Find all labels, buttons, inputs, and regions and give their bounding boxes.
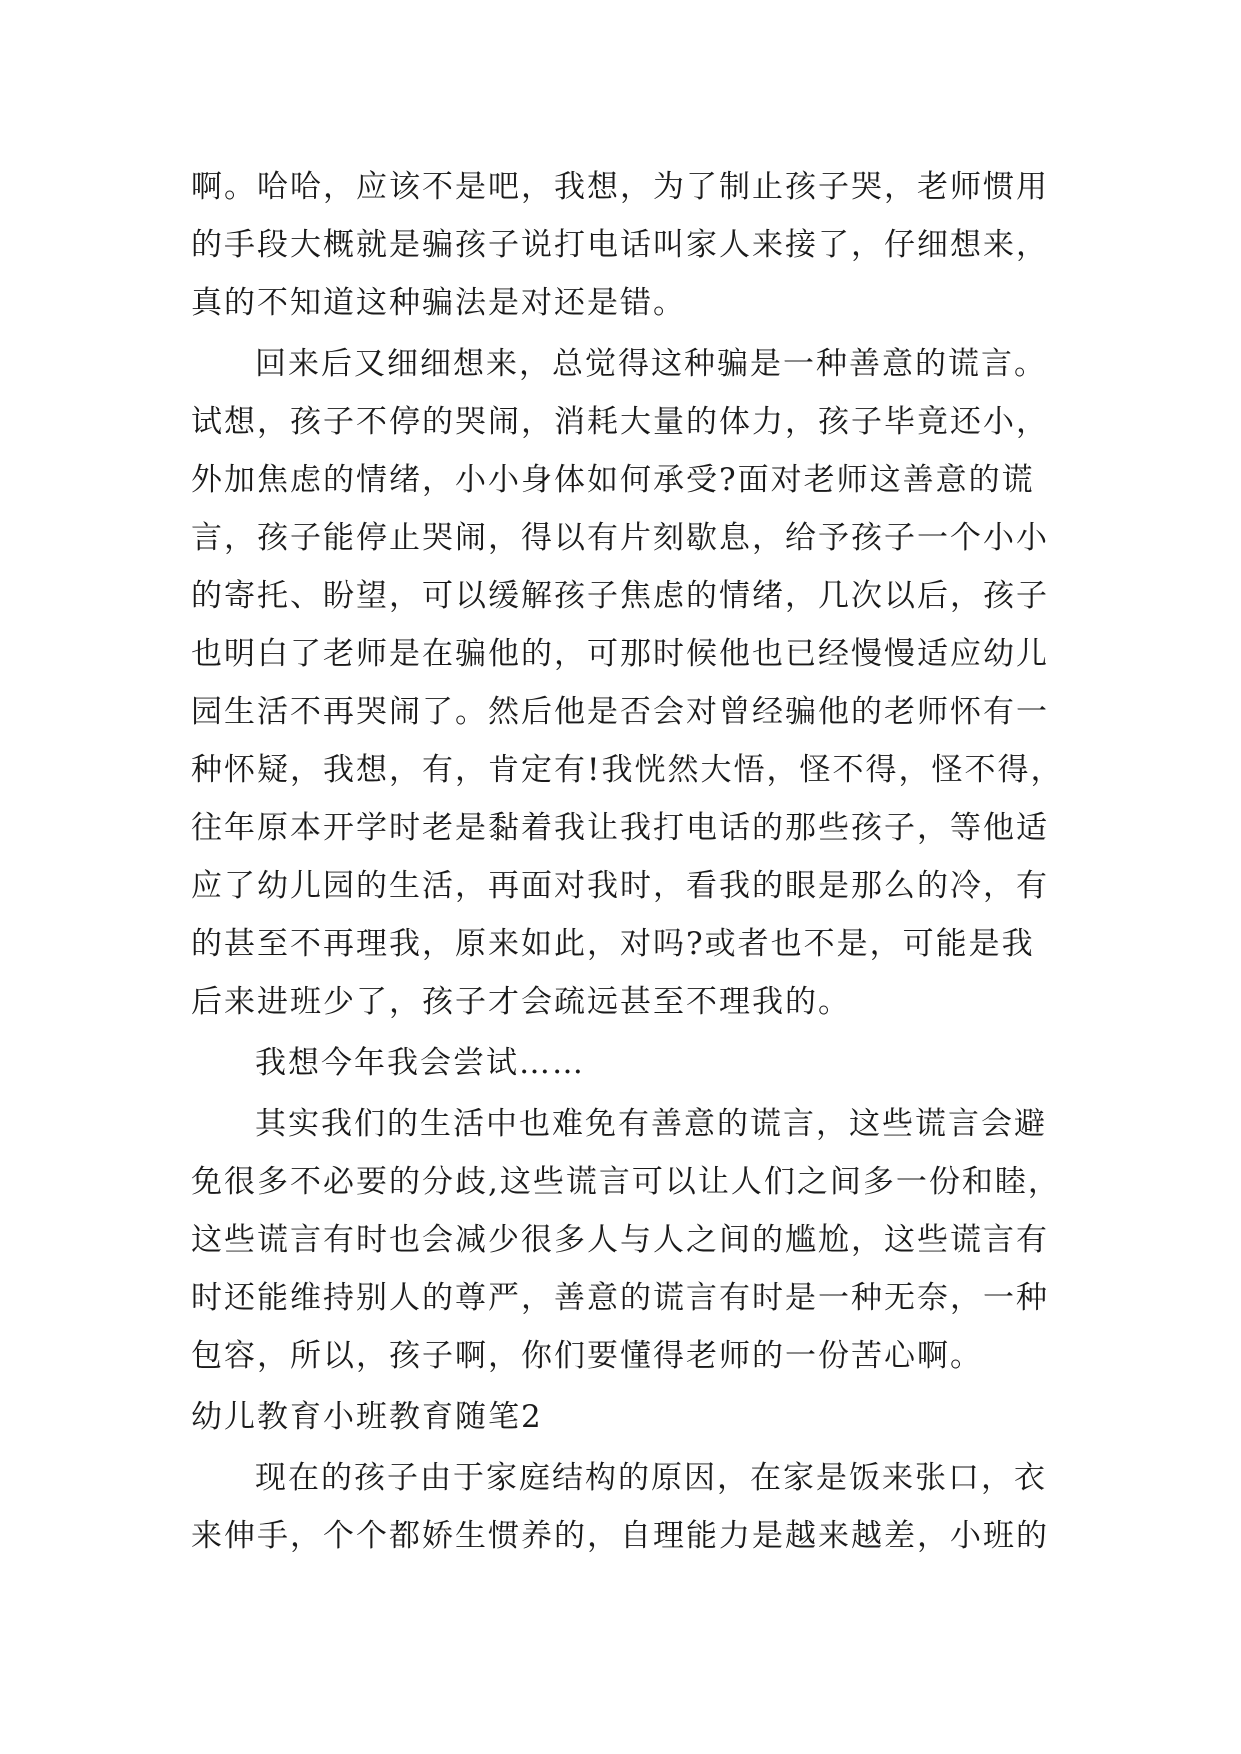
paragraph — [191, 158, 1051, 332]
paragraph — [191, 1034, 1051, 1092]
text-line: 外加焦虑的情绪，小小身体如何承受?面对老师这善意的谎 — [191, 462, 1035, 498]
text-line: 时还能维持别人的尊严，善意的谎言有时是一种无奈，一种 — [191, 1280, 1049, 1316]
text-line: 真的不知道这种骗法是对还是错。 — [191, 285, 686, 321]
text-line: 应了幼儿园的生活，再面对我时，看我的眼是那么的冷，有 — [191, 868, 1049, 904]
text-line: 的寄托、盼望，可以缓解孩子焦虑的情绪，几次以后，孩子 — [191, 578, 1049, 614]
paragraph — [191, 1449, 1051, 1565]
text-line: 回来后又细细想来，总觉得这种骗是一种善意的谎言。 — [255, 346, 1047, 382]
text-line: 园生活不再哭闹了。然后他是否会对曾经骗他的老师怀有一 — [191, 694, 1049, 730]
text-line: 啊。哈哈，应该不是吧，我想，为了制止孩子哭，老师惯用 — [191, 169, 1049, 205]
text-line: 包容，所以，孩子啊，你们要懂得老师的一份苦心啊。 — [191, 1338, 983, 1374]
document-body — [191, 158, 1064, 1565]
paragraph — [191, 335, 1064, 1031]
text-line: 也明白了老师是在骗他的，可那时候他也已经慢慢适应幼儿 — [191, 636, 1049, 672]
text-line: 现在的孩子由于家庭结构的原因，在家是饭来张口，衣 — [255, 1460, 1047, 1496]
text-line: 种怀疑，我想，有，肯定有!我恍然大悟，怪不得，怪不得， — [191, 752, 1064, 788]
text-line: 的手段大概就是骗孩子说打电话叫家人来接了，仔细想来， — [191, 227, 1049, 263]
heading-text: 幼儿教育小班教育随笔2 — [191, 1399, 543, 1435]
text-line: 试想，孩子不停的哭闹，消耗大量的体力，孩子毕竟还小， — [191, 404, 1049, 440]
text-line: 我想今年我会尝试…… — [255, 1045, 585, 1081]
text-line: 免很多不必要的分歧,这些谎言可以让人们之间多一份和睦， — [191, 1164, 1061, 1200]
text-line: 往年原本开学时老是黏着我让我打电话的那些孩子，等他适 — [191, 810, 1049, 846]
paragraph — [191, 1095, 1061, 1385]
text-line: 这些谎言有时也会减少很多人与人之间的尴尬，这些谎言有 — [191, 1222, 1049, 1258]
section-heading — [191, 1388, 1051, 1446]
text-line: 其实我们的生活中也难免有善意的谎言，这些谎言会避 — [255, 1106, 1047, 1142]
text-line: 来伸手，个个都娇生惯养的，自理能力是越来越差，小班的 — [191, 1518, 1049, 1554]
text-line: 言，孩子能停止哭闹，得以有片刻歇息，给予孩子一个小小 — [191, 520, 1049, 556]
text-line: 的甚至不再理我，原来如此，对吗?或者也不是，可能是我 — [191, 926, 1035, 962]
text-line: 后来进班少了，孩子才会疏远甚至不理我的。 — [191, 984, 851, 1020]
